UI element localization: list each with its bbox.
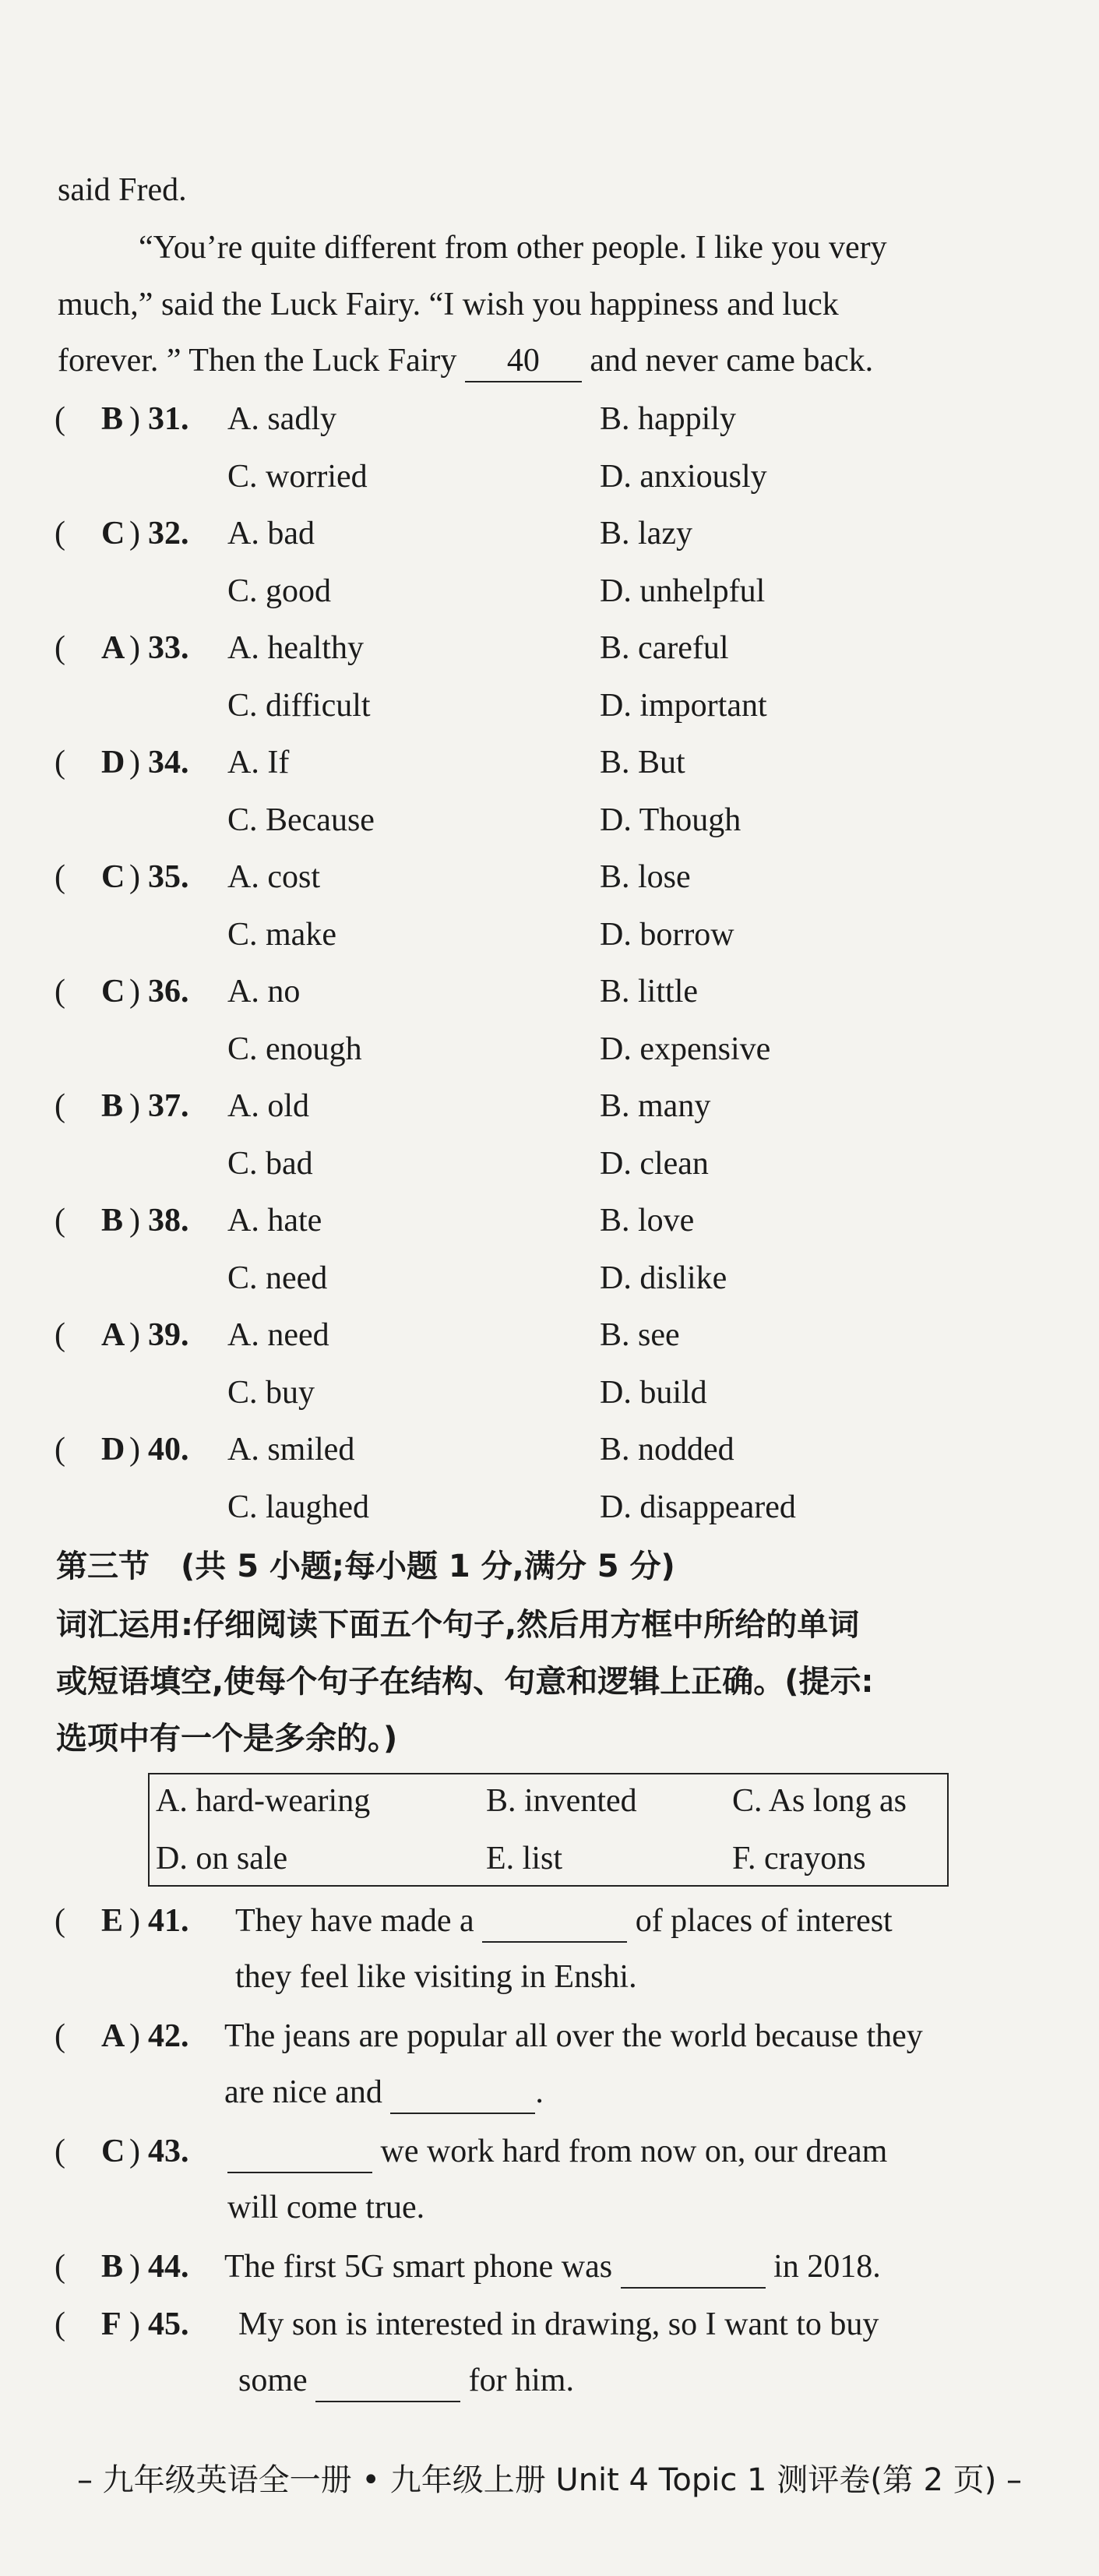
option-a[interactable]: A. sadly — [227, 401, 336, 437]
option-d[interactable]: D. dislike — [600, 1260, 727, 1296]
passage-text: and never came back. — [590, 343, 874, 379]
passage-line: much,” said the Luck Fairy. “I wish you happiness and luck — [58, 287, 839, 322]
paren-open: ( — [55, 630, 65, 666]
answer-letter: B — [101, 2249, 124, 2285]
answer-blank[interactable] — [390, 2072, 535, 2114]
question-number: 34. — [148, 745, 189, 781]
word-bank-option: E. list — [486, 1841, 563, 1876]
mc-question — [55, 1315, 1059, 1411]
option-d[interactable]: D. Though — [600, 802, 741, 838]
paren-open: ( — [55, 401, 65, 437]
option-a[interactable]: A. hate — [227, 1203, 322, 1239]
paren-open: ( — [55, 2249, 65, 2285]
answer-letter: F — [101, 2306, 122, 2342]
question-number: 43. — [148, 2134, 189, 2169]
option-a[interactable]: A. cost — [227, 859, 320, 895]
passage-line — [58, 340, 873, 382]
answer-blank[interactable] — [315, 2360, 460, 2402]
mc-question — [55, 857, 1059, 953]
mc-question — [55, 742, 1059, 838]
option-b[interactable]: B. lose — [600, 859, 691, 895]
fill-question-45 — [55, 2304, 1067, 2418]
word-bank-option: D. on sale — [156, 1841, 288, 1876]
answer-blank[interactable] — [482, 1901, 627, 1943]
paren-close: ) — [129, 1432, 140, 1468]
question-text-part: are nice and — [224, 2074, 382, 2110]
mc-question — [55, 1200, 1059, 1296]
paren-open: ( — [55, 516, 65, 551]
paren-close: ) — [129, 1903, 140, 1939]
paren-open: ( — [55, 974, 65, 1010]
option-b[interactable]: B. nodded — [600, 1432, 734, 1468]
option-d[interactable]: D. clean — [600, 1146, 709, 1182]
option-c[interactable]: C. need — [227, 1260, 328, 1296]
answer-letter: C — [101, 516, 125, 551]
option-c[interactable]: C. Because — [227, 802, 375, 838]
question-number: 44. — [148, 2249, 189, 2285]
question-number: 40. — [148, 1432, 189, 1468]
instruction-line: 或短语填空,使每个句子在结构、句意和逻辑上正确。(提示: — [56, 1664, 874, 1700]
answer-letter: A — [101, 2018, 125, 2054]
option-b[interactable]: B. lazy — [600, 516, 692, 551]
option-c[interactable]: C. good — [227, 573, 332, 609]
question-number: 38. — [148, 1203, 189, 1239]
instruction-line: 选项中有一个是多余的。) — [56, 1721, 398, 1757]
mc-question — [55, 628, 1059, 724]
question-number: 41. — [148, 1903, 189, 1939]
question-text-part: They have made a — [235, 1903, 474, 1939]
option-b[interactable]: B. many — [600, 1088, 711, 1124]
fill-question-41 — [55, 1901, 1067, 2014]
question-number: 37. — [148, 1088, 189, 1124]
paren-close: ) — [129, 516, 140, 551]
answer-letter: E — [101, 1903, 124, 1939]
question-text-part: The first 5G smart phone was — [224, 2249, 613, 2285]
question-number: 31. — [148, 401, 189, 437]
paren-close: ) — [129, 974, 140, 1010]
answer-letter: D — [101, 1432, 125, 1468]
question-text: they feel like visiting in Enshi. — [235, 1959, 637, 1995]
passage-line: said Fred. — [58, 172, 187, 208]
option-d[interactable]: D. unhelpful — [600, 573, 766, 609]
option-b[interactable]: B. happily — [600, 401, 736, 437]
mc-question — [55, 513, 1059, 609]
question-text — [224, 2072, 544, 2114]
fill-question-43 — [55, 2131, 1067, 2245]
paren-close: ) — [129, 2249, 140, 2285]
question-text-part: we work hard from now on, our dream — [380, 2134, 888, 2169]
answer-blank[interactable] — [227, 2131, 372, 2173]
option-d[interactable]: D. build — [600, 1375, 707, 1411]
option-c[interactable]: C. make — [227, 917, 336, 953]
option-c[interactable]: C. bad — [227, 1146, 313, 1182]
answer-letter: B — [101, 1088, 124, 1124]
option-d[interactable]: D. anxiously — [600, 459, 767, 495]
option-d[interactable]: D. disappeared — [600, 1489, 796, 1525]
option-d[interactable]: D. important — [600, 688, 767, 724]
question-text-part: of places of interest — [635, 1903, 893, 1939]
word-bank-box — [148, 1773, 949, 1887]
answer-letter: A — [101, 630, 125, 666]
question-text — [227, 2131, 887, 2173]
paren-close: ) — [129, 745, 140, 781]
option-c[interactable]: C. laughed — [227, 1489, 369, 1525]
paren-close: ) — [129, 630, 140, 666]
question-number: 36. — [148, 974, 189, 1010]
answer-letter: B — [101, 401, 124, 437]
word-bank-option: A. hard-wearing — [156, 1783, 371, 1819]
footer-text: – 九年级英语全一册 • 九年级上册 Unit 4 Topic 1 测评卷(第 2 页) – — [76, 2462, 1023, 2498]
option-b[interactable]: B. careful — [600, 630, 729, 666]
question-number: 39. — [148, 1317, 189, 1353]
word-bank-option: F. crayons — [732, 1841, 866, 1876]
option-d[interactable]: D. expensive — [600, 1031, 771, 1067]
paren-close: ) — [129, 1317, 140, 1353]
paren-close: ) — [129, 401, 140, 437]
passage-line: “You’re quite different from other people. I like you very — [139, 230, 887, 266]
option-b[interactable]: B. But — [600, 745, 685, 781]
question-text — [235, 1901, 893, 1943]
answer-letter: A — [101, 1317, 125, 1353]
question-text-part: for him. — [468, 2363, 574, 2398]
option-a[interactable]: A. smiled — [227, 1432, 355, 1468]
paren-open: ( — [55, 2018, 65, 2054]
question-number: 45. — [148, 2306, 189, 2342]
question-number: 33. — [148, 630, 189, 666]
paren-open: ( — [55, 2306, 65, 2342]
option-a[interactable]: A. need — [227, 1317, 329, 1353]
paren-close: ) — [129, 1088, 140, 1124]
paren-open: ( — [55, 2134, 65, 2169]
blank-40: 40 — [465, 340, 582, 382]
option-a[interactable]: A. no — [227, 974, 301, 1010]
option-c[interactable]: C. enough — [227, 1031, 362, 1067]
answer-letter: C — [101, 859, 125, 895]
fill-question-42 — [55, 2016, 1067, 2130]
option-c[interactable]: C. difficult — [227, 688, 371, 724]
page-footer — [0, 2460, 1099, 2500]
option-a[interactable]: A. bad — [227, 516, 315, 551]
paren-open: ( — [55, 1903, 65, 1939]
option-d[interactable]: D. borrow — [600, 917, 734, 953]
fill-question-44 — [55, 2247, 1067, 2304]
paren-close: ) — [129, 2306, 140, 2342]
paren-close: ) — [129, 1203, 140, 1239]
answer-letter: C — [101, 974, 125, 1010]
mc-question — [55, 1429, 1059, 1525]
question-number: 42. — [148, 2018, 189, 2054]
question-number: 35. — [148, 859, 189, 895]
paren-close: ) — [129, 859, 140, 895]
question-text — [238, 2360, 574, 2402]
word-bank-option: C. As long as — [732, 1783, 907, 1819]
answer-blank[interactable] — [621, 2247, 766, 2289]
question-text: will come true. — [227, 2190, 425, 2225]
option-a[interactable]: A. If — [227, 745, 290, 781]
option-c[interactable]: C. buy — [227, 1375, 315, 1411]
mc-question — [55, 399, 1059, 495]
section-heading: 第三节 (共 5 小题;每小题 1 分,满分 5 分) — [56, 1549, 675, 1584]
answer-letter: B — [101, 1203, 124, 1239]
option-a[interactable]: A. healthy — [227, 630, 364, 666]
option-b[interactable]: B. little — [600, 974, 698, 1010]
paren-open: ( — [55, 1203, 65, 1239]
option-b[interactable]: B. love — [600, 1203, 695, 1239]
option-a[interactable]: A. old — [227, 1088, 309, 1124]
question-text: My son is interested in drawing, so I want to buy — [238, 2306, 879, 2342]
paren-close: ) — [129, 2134, 140, 2169]
answer-letter: D — [101, 745, 125, 781]
answer-letter: C — [101, 2134, 125, 2169]
instruction-line: 词汇运用:仔细阅读下面五个句子,然后用方框中所给的单词 — [56, 1607, 860, 1643]
paren-open: ( — [55, 745, 65, 781]
question-number: 32. — [148, 516, 189, 551]
word-bank-option: B. invented — [486, 1783, 637, 1819]
mc-question — [55, 1086, 1059, 1182]
option-b[interactable]: B. see — [600, 1317, 680, 1353]
question-text — [224, 2247, 881, 2289]
paren-open: ( — [55, 1432, 65, 1468]
passage-text: forever. ” Then the Luck Fairy — [58, 343, 457, 379]
option-c[interactable]: C. worried — [227, 459, 368, 495]
paren-open: ( — [55, 1317, 65, 1353]
question-text-part: some — [238, 2363, 308, 2398]
question-text: The jeans are popular all over the world because they — [224, 2018, 923, 2054]
mc-question — [55, 971, 1059, 1067]
question-text-part: . — [535, 2074, 544, 2110]
question-text-part: in 2018. — [773, 2249, 881, 2285]
paren-open: ( — [55, 859, 65, 895]
paren-open: ( — [55, 1088, 65, 1124]
paren-close: ) — [129, 2018, 140, 2054]
